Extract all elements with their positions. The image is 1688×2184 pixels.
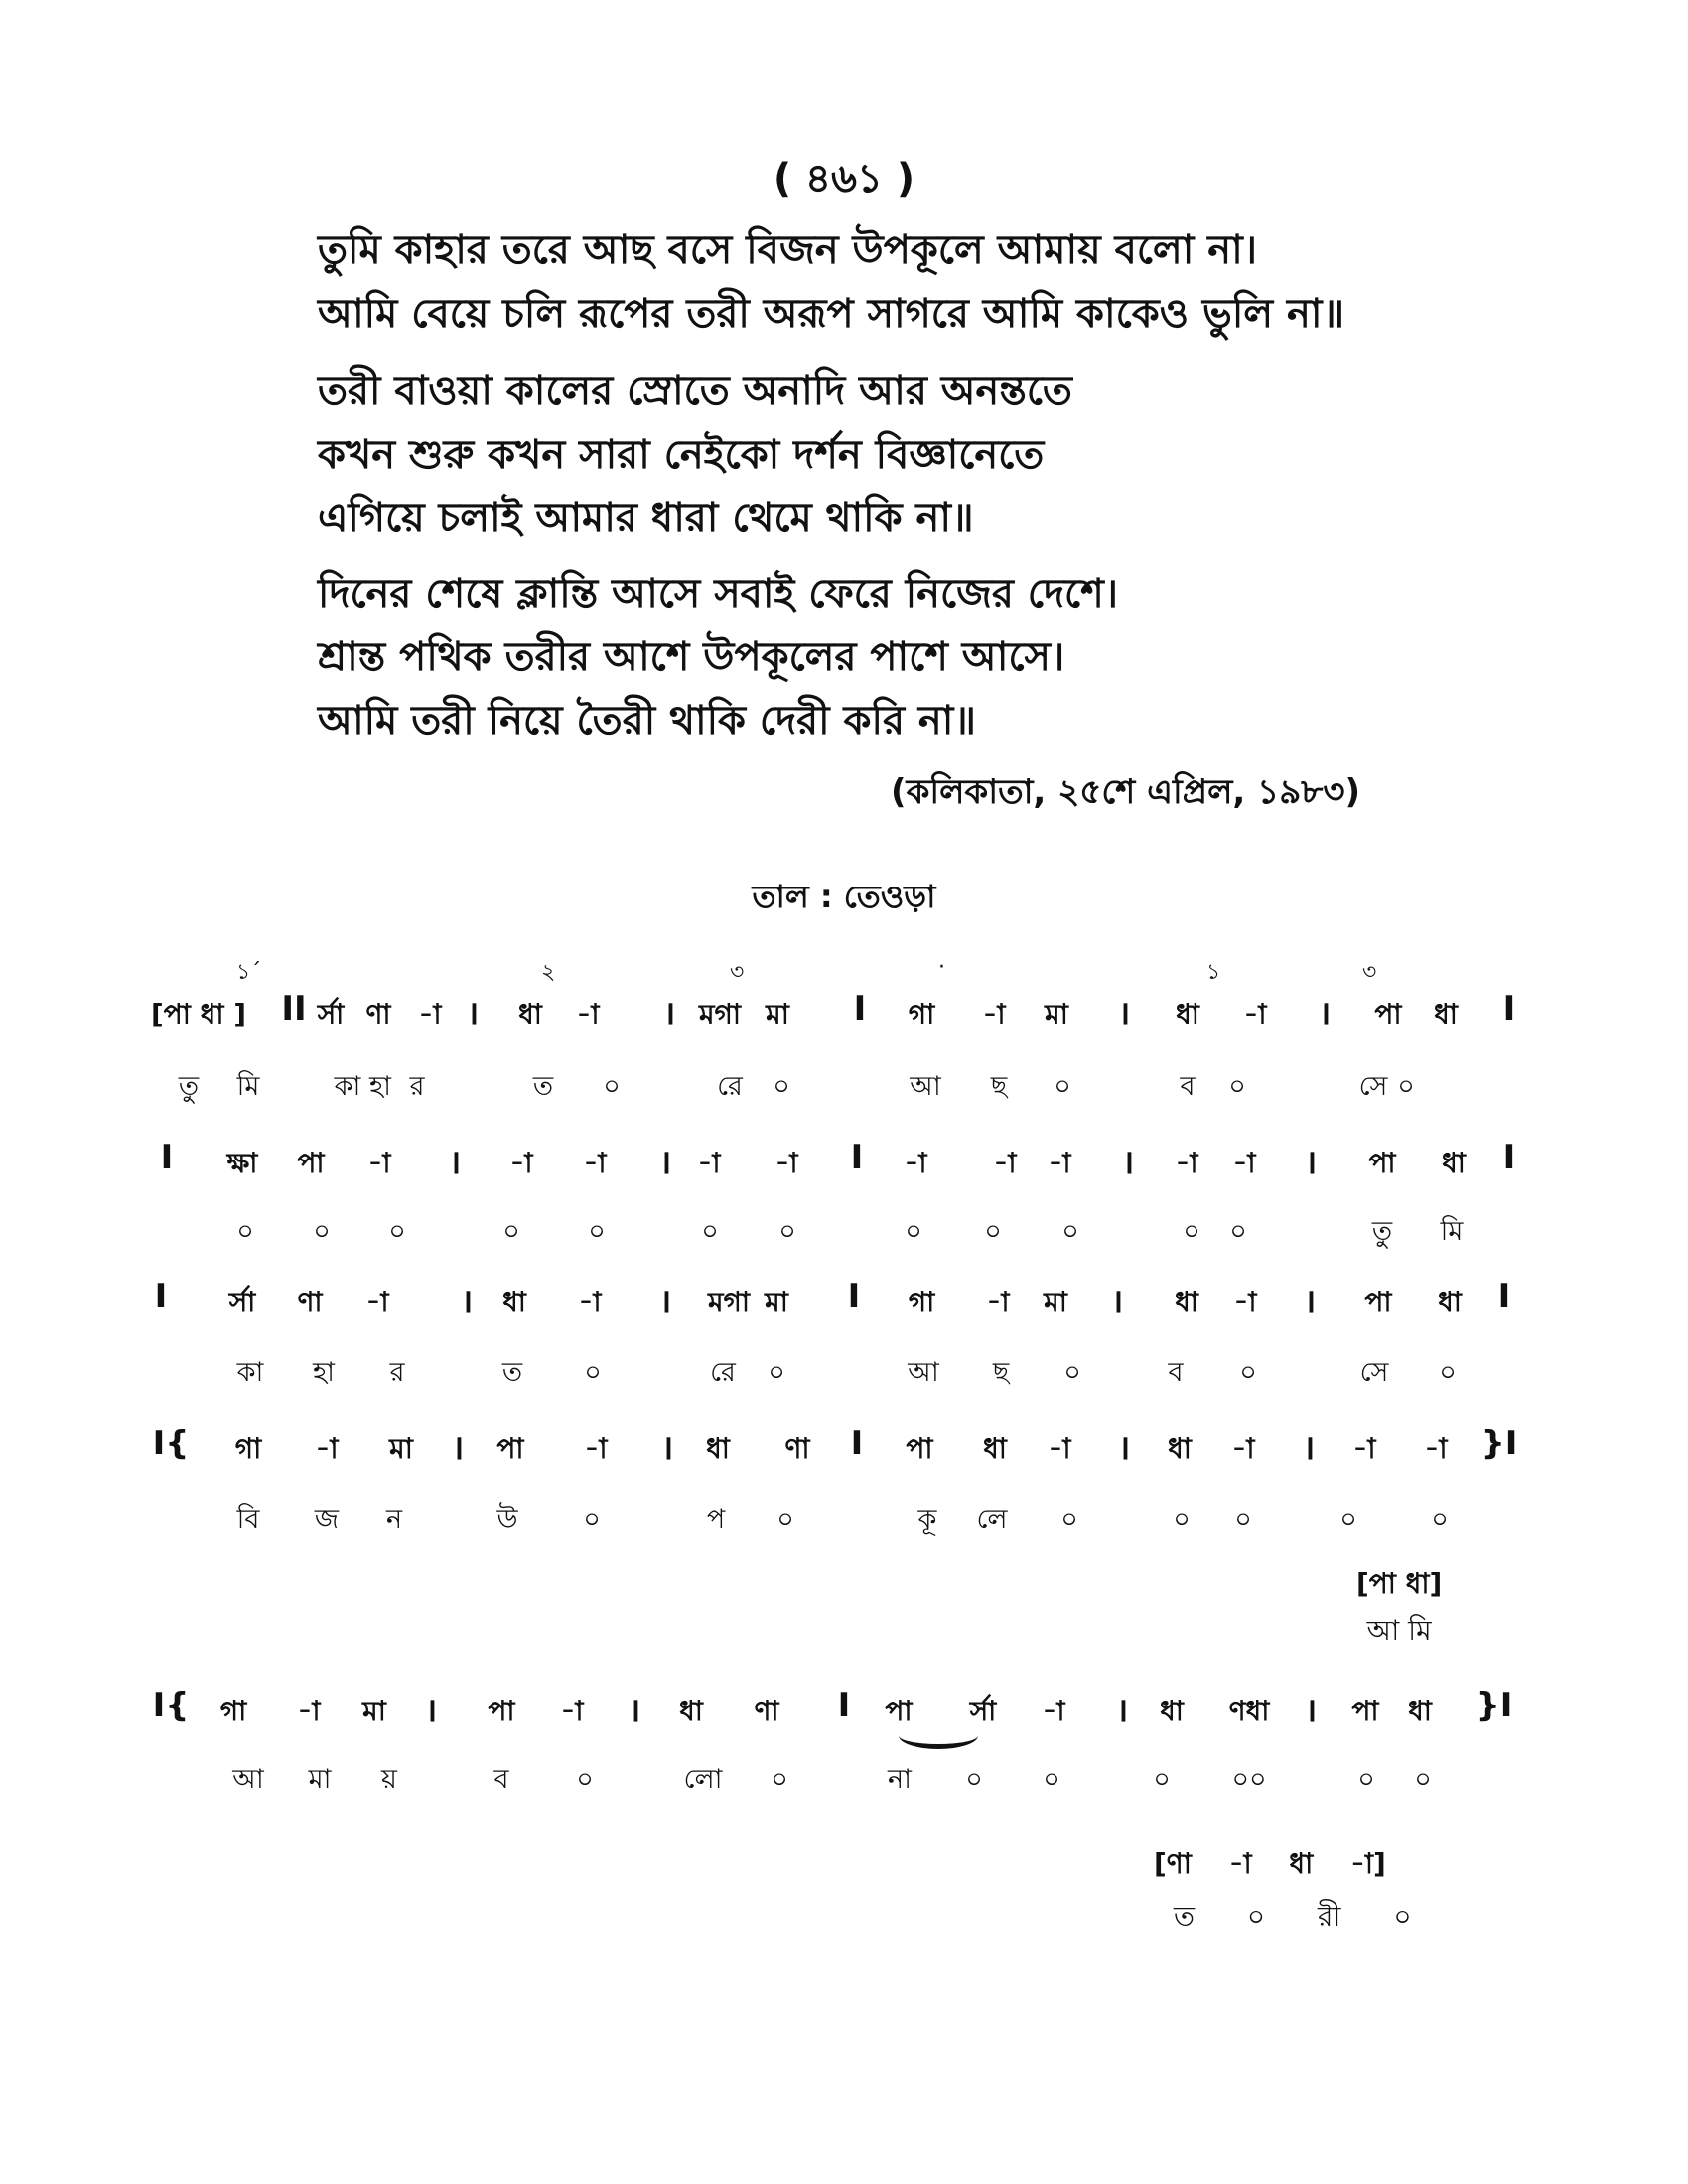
lyric-syllable: ০	[1229, 1216, 1247, 1247]
notation-row-2	[0, 1138, 1688, 1185]
note: -া	[1243, 998, 1267, 1030]
lyric-syllable: তু	[1371, 1216, 1393, 1247]
bar-line: ।	[424, 1691, 438, 1730]
lyric-syllable: ০	[773, 1071, 790, 1102]
note: ধা	[1175, 1286, 1198, 1318]
note: মা	[765, 1286, 788, 1318]
lyric-syllable: র	[389, 1357, 405, 1388]
note: ধা	[1160, 1695, 1184, 1727]
note: ধা	[1168, 1433, 1192, 1465]
bar-line: ।	[1110, 1282, 1124, 1321]
lyric-syllable: ০	[1061, 1216, 1079, 1247]
alternate-phrase-1	[1356, 1563, 1442, 1656]
alternate-phrase-2	[1154, 1843, 1412, 1942]
lyric-syllable: ০	[1431, 1504, 1449, 1535]
lyric-syllable: না	[888, 1764, 912, 1795]
bar-line: ।	[1303, 1282, 1317, 1321]
lyric-syllable: রে	[717, 1071, 743, 1102]
lyric-syllable: জ	[314, 1504, 340, 1535]
bar-line: ।	[1302, 1429, 1316, 1468]
bar-line: ।	[466, 994, 480, 1033]
lyric-syllable: ০	[1173, 1504, 1191, 1535]
lyric-syllable: ০০	[1231, 1764, 1267, 1795]
note: র্সা	[969, 1695, 997, 1727]
note: -া	[297, 1695, 321, 1727]
lyric-row-1	[0, 1066, 1688, 1110]
note: -া	[1048, 1433, 1071, 1465]
note: -া	[509, 1147, 533, 1179]
lyric-syllable: ০	[576, 1764, 594, 1795]
note: -া	[993, 1147, 1017, 1179]
notation-row-5	[0, 1686, 1688, 1733]
note: ণা	[754, 1695, 779, 1727]
bar-line: ।	[658, 1143, 672, 1182]
bar-line: I	[1502, 1138, 1516, 1177]
bar-line: I	[837, 1686, 851, 1725]
lyric-syllable: ০	[583, 1504, 601, 1535]
note: -া	[1424, 1433, 1448, 1465]
note: -া	[584, 1433, 608, 1465]
note: মা	[766, 998, 789, 1030]
note: ণধা	[1228, 1695, 1270, 1727]
bar-line: I	[154, 1277, 168, 1316]
note: -া	[904, 1147, 927, 1179]
bar-line: I	[1497, 1277, 1511, 1316]
note: মগা	[707, 1286, 751, 1318]
bar-line: }I	[1476, 1686, 1513, 1725]
lyric-syllable: মা	[308, 1764, 332, 1795]
note: -া	[367, 1147, 391, 1179]
lyric-syllable: ০	[1239, 1357, 1257, 1388]
note: -া	[986, 1286, 1010, 1318]
lyric-syllable: লে	[976, 1504, 1008, 1535]
lyric-syllable: ০	[1183, 1216, 1200, 1247]
note: পা	[1368, 1147, 1396, 1179]
lyric-syllable: ০	[701, 1216, 719, 1247]
lyric-syllable: মি	[1440, 1216, 1464, 1247]
stanza-3	[318, 562, 1118, 752]
lyric-syllable: ০	[1063, 1357, 1081, 1388]
lyric-syllable: ০	[965, 1764, 983, 1795]
note: -া	[1231, 1433, 1255, 1465]
verse-line: তরী বাওয়া কালের স্রোতে অনাদি আর অনন্ততে	[318, 368, 1072, 414]
lyric-syllable: ০	[1397, 1071, 1415, 1102]
bar-line: ।	[662, 994, 676, 1033]
note: -া	[315, 1433, 339, 1465]
lyric-syllable: ০	[588, 1216, 606, 1247]
lyric-syllable: বি	[236, 1504, 260, 1535]
note: ধা	[1176, 998, 1199, 1030]
lyric-syllable: ০	[984, 1216, 1002, 1247]
slur-mark	[899, 1722, 978, 1749]
beat-mark: ২	[541, 960, 556, 985]
lyric-row-3	[0, 1352, 1688, 1396]
verse-line: দিনের শেষে ক্লান্তি আসে সবাই ফেরে নিজের দেশে।	[318, 571, 1119, 616]
lyric-syllable: ০	[584, 1357, 602, 1388]
lyric-syllable: ০	[905, 1216, 922, 1247]
note: ণা	[365, 998, 391, 1030]
lyric-syllable: ০	[313, 1216, 331, 1247]
bar-line: I	[850, 1424, 864, 1463]
note: মা	[1044, 1286, 1067, 1318]
beat-mark: ·	[938, 955, 945, 980]
note: ধা	[502, 1286, 526, 1318]
note: গা	[234, 1433, 262, 1465]
bar-line: I	[1502, 989, 1516, 1028]
lyric-syllable: ০	[1339, 1504, 1357, 1535]
note: ণা	[297, 1286, 323, 1318]
bar-line: ।	[1304, 1143, 1318, 1182]
note: গা	[908, 1286, 935, 1318]
lyric-syllable: কা	[236, 1357, 264, 1388]
lyric-syllable: ০	[1043, 1764, 1060, 1795]
bar-line: ।	[1115, 1691, 1129, 1730]
lyric-syllable: ০	[388, 1216, 406, 1247]
verse-line: তুমি কাহার তরে আছ বসে বিজন উপকূলে আমায় বলো না।	[318, 227, 1258, 273]
bar-line: ।	[460, 1282, 474, 1321]
note: গা	[219, 1695, 247, 1727]
bar-line: }I	[1480, 1424, 1518, 1463]
lyric-syllable: ০	[1228, 1071, 1246, 1102]
bar-line: II	[281, 989, 307, 1028]
note: পা	[1374, 998, 1402, 1030]
bar-line: ।	[1117, 994, 1131, 1033]
note: ধা	[1438, 1286, 1462, 1318]
lyric-syllable: রে	[710, 1357, 736, 1388]
note: র্সা	[317, 998, 345, 1030]
bar-line: ।	[1121, 1143, 1135, 1182]
beat-mark: ৩	[1362, 960, 1377, 985]
lyric-syllable: কূ	[917, 1504, 937, 1535]
lyric-syllable: ০	[603, 1071, 621, 1102]
lyric-syllable: ০	[236, 1216, 254, 1247]
beat-mark: ১´	[236, 960, 262, 985]
verse-line: আমি বেয়ে চলি রূপের তরী অরূপ সাগরে আমি কাকেও ভুলি না॥	[318, 291, 1345, 337]
lyric-syllable: ০	[768, 1357, 785, 1388]
lyric-syllable: র	[409, 1071, 425, 1102]
bar-line: ।	[658, 1282, 672, 1321]
note: -া	[1352, 1433, 1376, 1465]
note: ধা	[518, 998, 542, 1030]
note: -া	[1048, 1147, 1071, 1179]
verse-line: আমি তরী নিয়ে তৈরী থাকি দেরী করি না॥	[318, 698, 976, 744]
lyric-syllable: সে	[1358, 1071, 1388, 1102]
alt-notes: [পা ধা]	[1356, 1568, 1443, 1600]
lyric-syllable: তু	[178, 1071, 200, 1102]
beat-mark: ১	[1206, 960, 1221, 985]
lyric-row-2	[0, 1211, 1688, 1255]
lyric-syllable: ছ	[992, 1357, 1010, 1388]
note: পা	[488, 1695, 515, 1727]
note: -া	[1232, 1147, 1256, 1179]
note: -া	[1042, 1695, 1065, 1727]
note: -া	[774, 1147, 798, 1179]
bar-line: ।	[628, 1691, 641, 1730]
note: পা	[906, 1433, 933, 1465]
lyric-syllable: ব	[1180, 1071, 1196, 1102]
note: ধা	[1408, 1695, 1432, 1727]
lyric-syllable: হা	[312, 1357, 336, 1388]
lyric-syllable: য়	[381, 1764, 397, 1795]
lyric-syllable: ছ	[990, 1071, 1008, 1102]
notation-row-1	[0, 989, 1688, 1036]
lyric-syllable: আ	[232, 1764, 264, 1795]
note: [পা ধা ]	[150, 998, 247, 1030]
note: -া	[418, 998, 442, 1030]
lyric-syllable: ০	[1060, 1504, 1078, 1535]
note: গা	[908, 998, 935, 1030]
lyric-syllable: আ	[910, 1071, 941, 1102]
lyric-syllable: ০	[1234, 1504, 1252, 1535]
note: পা	[297, 1147, 325, 1179]
alt-lyrics: আ মি	[1366, 1614, 1432, 1647]
verse-line: কখন শুরু কখন সারা নেইকো দর্শন বিজ্ঞানেতে	[318, 432, 1045, 478]
stanza-1	[318, 218, 1344, 345]
lyric-row-5	[0, 1759, 1688, 1803]
lyric-syllable: উ	[496, 1504, 518, 1535]
lyric-syllable: ০	[502, 1216, 520, 1247]
beat-mark: ৩	[730, 960, 745, 985]
alt-notes: [ণা -া ধা -া]	[1154, 1847, 1386, 1880]
note: -া	[578, 1286, 602, 1318]
notation-row-4	[0, 1424, 1688, 1471]
bar-line: I	[847, 1277, 861, 1316]
lyric-syllable: ০	[1414, 1764, 1432, 1795]
tala-heading: তাল : তেওড়া	[752, 878, 936, 915]
alt-lyrics: ত ০ রী ০	[1174, 1900, 1412, 1933]
lyric-syllable: ০	[776, 1504, 794, 1535]
note: পা	[885, 1695, 913, 1727]
bar-line: I	[853, 989, 867, 1028]
note: -া	[576, 998, 600, 1030]
lyric-syllable: লো	[683, 1764, 723, 1795]
note: পা	[1364, 1286, 1392, 1318]
note: -া	[583, 1147, 607, 1179]
verse-line: শ্রান্ত পথিক তরীর আশে উপকূলের পাশে আসে।	[318, 634, 1065, 680]
verse-line: এগিয়ে চলাই আমার ধারা থেমে থাকি না॥	[318, 495, 974, 541]
note: পা	[1351, 1695, 1379, 1727]
lyric-syllable: ০	[1054, 1071, 1071, 1102]
lyric-syllable: ০	[1357, 1764, 1375, 1795]
lyric-syllable: ন	[385, 1504, 403, 1535]
note: মা	[389, 1433, 413, 1465]
note: -া	[560, 1695, 584, 1727]
note: ধা	[706, 1433, 730, 1465]
note: মা	[362, 1695, 386, 1727]
note: -া	[1233, 1286, 1257, 1318]
lyric-syllable: ০	[1153, 1764, 1171, 1795]
note: র্সা	[228, 1286, 256, 1318]
lyric-row-4	[0, 1499, 1688, 1543]
bar-line: ।	[1117, 1429, 1131, 1468]
lyric-syllable: ০	[778, 1216, 796, 1247]
note: মগা	[698, 998, 742, 1030]
bar-line: ।	[660, 1429, 674, 1468]
lyric-syllable: ০	[771, 1764, 788, 1795]
beat-marks	[0, 955, 1688, 995]
lyric-syllable: ত	[532, 1071, 554, 1102]
note: ধা	[1442, 1147, 1466, 1179]
note: ধা	[983, 1433, 1007, 1465]
stanza-2	[318, 359, 1072, 550]
bar-line: ।	[1304, 1691, 1318, 1730]
bar-line: ।	[1318, 994, 1332, 1033]
lyric-syllable: মি	[236, 1071, 260, 1102]
lyric-syllable: হা	[368, 1071, 392, 1102]
note: ণা	[784, 1433, 810, 1465]
note: -া	[365, 1286, 389, 1318]
bar-line: I{	[152, 1686, 190, 1725]
lyric-syllable: ত	[501, 1357, 523, 1388]
notation-row-3	[0, 1277, 1688, 1324]
note: ধা	[1434, 998, 1458, 1030]
lyric-syllable: সে	[1359, 1357, 1389, 1388]
lyric-syllable: ব	[493, 1764, 509, 1795]
note: -া	[982, 998, 1006, 1030]
note: -া	[697, 1147, 721, 1179]
note: ক্ষা	[226, 1147, 258, 1179]
note: ধা	[679, 1695, 703, 1727]
note: মা	[1045, 998, 1068, 1030]
bar-line: I	[160, 1138, 174, 1177]
page-number: ( ৪৬১ )	[773, 156, 915, 202]
lyric-syllable: ০	[1439, 1357, 1457, 1388]
lyric-syllable: প	[706, 1504, 726, 1535]
bar-line: ।	[448, 1143, 462, 1182]
note: পা	[496, 1433, 524, 1465]
bar-line: I	[850, 1138, 864, 1177]
lyric-syllable: কা	[334, 1071, 361, 1102]
lyric-syllable: ব	[1168, 1357, 1184, 1388]
note: -া	[1175, 1147, 1198, 1179]
bar-line: I{	[152, 1424, 190, 1463]
dateline: (কলিকাতা, ২৫শে এপ্রিল, ১৯৮৩)	[891, 772, 1360, 812]
bar-line: ।	[451, 1429, 465, 1468]
lyric-syllable: আ	[908, 1357, 939, 1388]
